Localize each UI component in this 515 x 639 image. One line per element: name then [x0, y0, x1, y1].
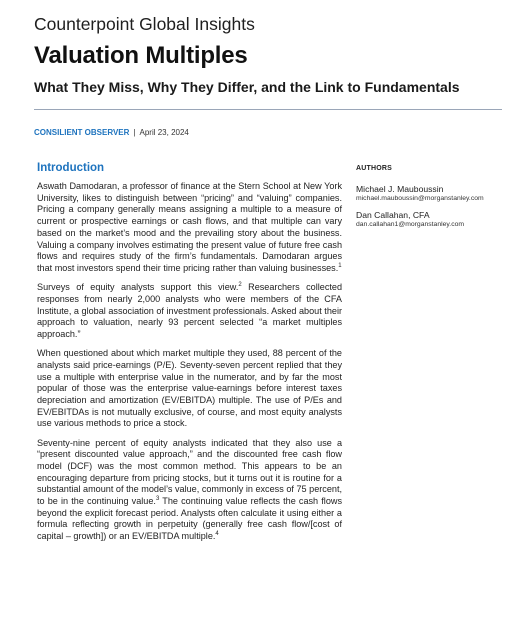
header-divider: [34, 109, 502, 110]
paragraph-4-text-after: The continuing value reflects the cash flows beyond the explicit forecast period. Analysts often calculate it using either a formula reflecting growth in perpetuity (generally free cash flow/[cost of capital – growth]) or an EV/EBITDA multiple.: [37, 496, 342, 542]
footnote-ref-1: 1: [338, 262, 342, 269]
footnote-ref-2: 2: [238, 282, 242, 289]
section-heading: Introduction: [37, 162, 105, 174]
paragraph-4: [37, 438, 342, 543]
byline: [34, 128, 189, 137]
body-text: [37, 181, 342, 550]
byline-series-name: CONSILIENT OBSERVER: [34, 128, 130, 137]
report-title: Valuation Multiples: [34, 42, 248, 69]
paragraph-2-text-after: Researchers collected responses from nearly 2,000 analysts who were members of the CFA Institute, a global association of investment professionals. Asked about their approach to valuation, nearly 93 percent selected “a market multiples approach.”: [37, 282, 343, 339]
paragraph-1-text: Aswath Damodaran, a professor of finance at the Stern School at New York University, likes to distinguish between “pricing” and “valuing” companies. Pricing a company generally means assigning a multiple to a measure of current or prospective earnings or cash flows, and that multiple can vary based on the market’s mood and the prevailing story about the business. Valuing a company involves estimating the present value of future free cash flows and requires study of the firm’s fundamentals. Damodaran argues that most investors spend their time pricing rather than valuing businesses.: [37, 181, 342, 273]
footnote-ref-4: 4: [215, 531, 219, 538]
author-entry: [356, 210, 506, 229]
author-email[interactable]: dan.callahan1@morganstanley.com: [356, 221, 465, 228]
paragraph-2-text: Surveys of equity analysts support this view.: [37, 282, 239, 293]
paragraph-3-text: When questioned about which market multiple they used, 88 percent of the analysts said price-earnings (P/E). Seventy-seven percent replied that they use a multiple with enterprise value in the numerator, and by far the most popular of those was the enterprise value-earnings before interest taxes depreciation and amortization (EV/EBITDA) multiple. The use of P/Es and EV/EBITDAs is not mutually exclusive, of course, and most equity analysts use various methods to price a stock.: [37, 348, 342, 429]
authors-label: AUTHORS: [356, 165, 393, 172]
author-email[interactable]: michael.mauboussin@morganstanley.com: [356, 195, 484, 202]
report-series-title: Counterpoint Global Insights: [34, 14, 255, 34]
byline-separator: |: [133, 128, 136, 137]
paragraph-4-text: Seventy-nine percent of equity analysts indicated that they also use a “present discounted value approach,” and the discounted free cash flow model (DCF) was the most common method. This appears to be an encouraging departure from pricing stocks, but it turns out it is routine for a substantial amount of the model’s value, commonly in excess of 75 percent, to be in the continuing value.: [37, 437, 342, 507]
paragraph-3: [37, 348, 342, 430]
footnote-ref-3: 3: [155, 496, 160, 503]
authors-sidebar: [356, 165, 506, 236]
author-name: Dan Callahan, CFA: [356, 210, 430, 220]
author-name: Michael J. Mauboussin: [356, 184, 444, 194]
byline-date: April 23, 2024: [139, 128, 189, 137]
author-entry: [356, 184, 506, 203]
paragraph-1: [37, 181, 342, 275]
report-subtitle: What They Miss, Why They Differ, and the Link to Fundamentals: [34, 79, 460, 95]
paragraph-2: [37, 282, 342, 341]
